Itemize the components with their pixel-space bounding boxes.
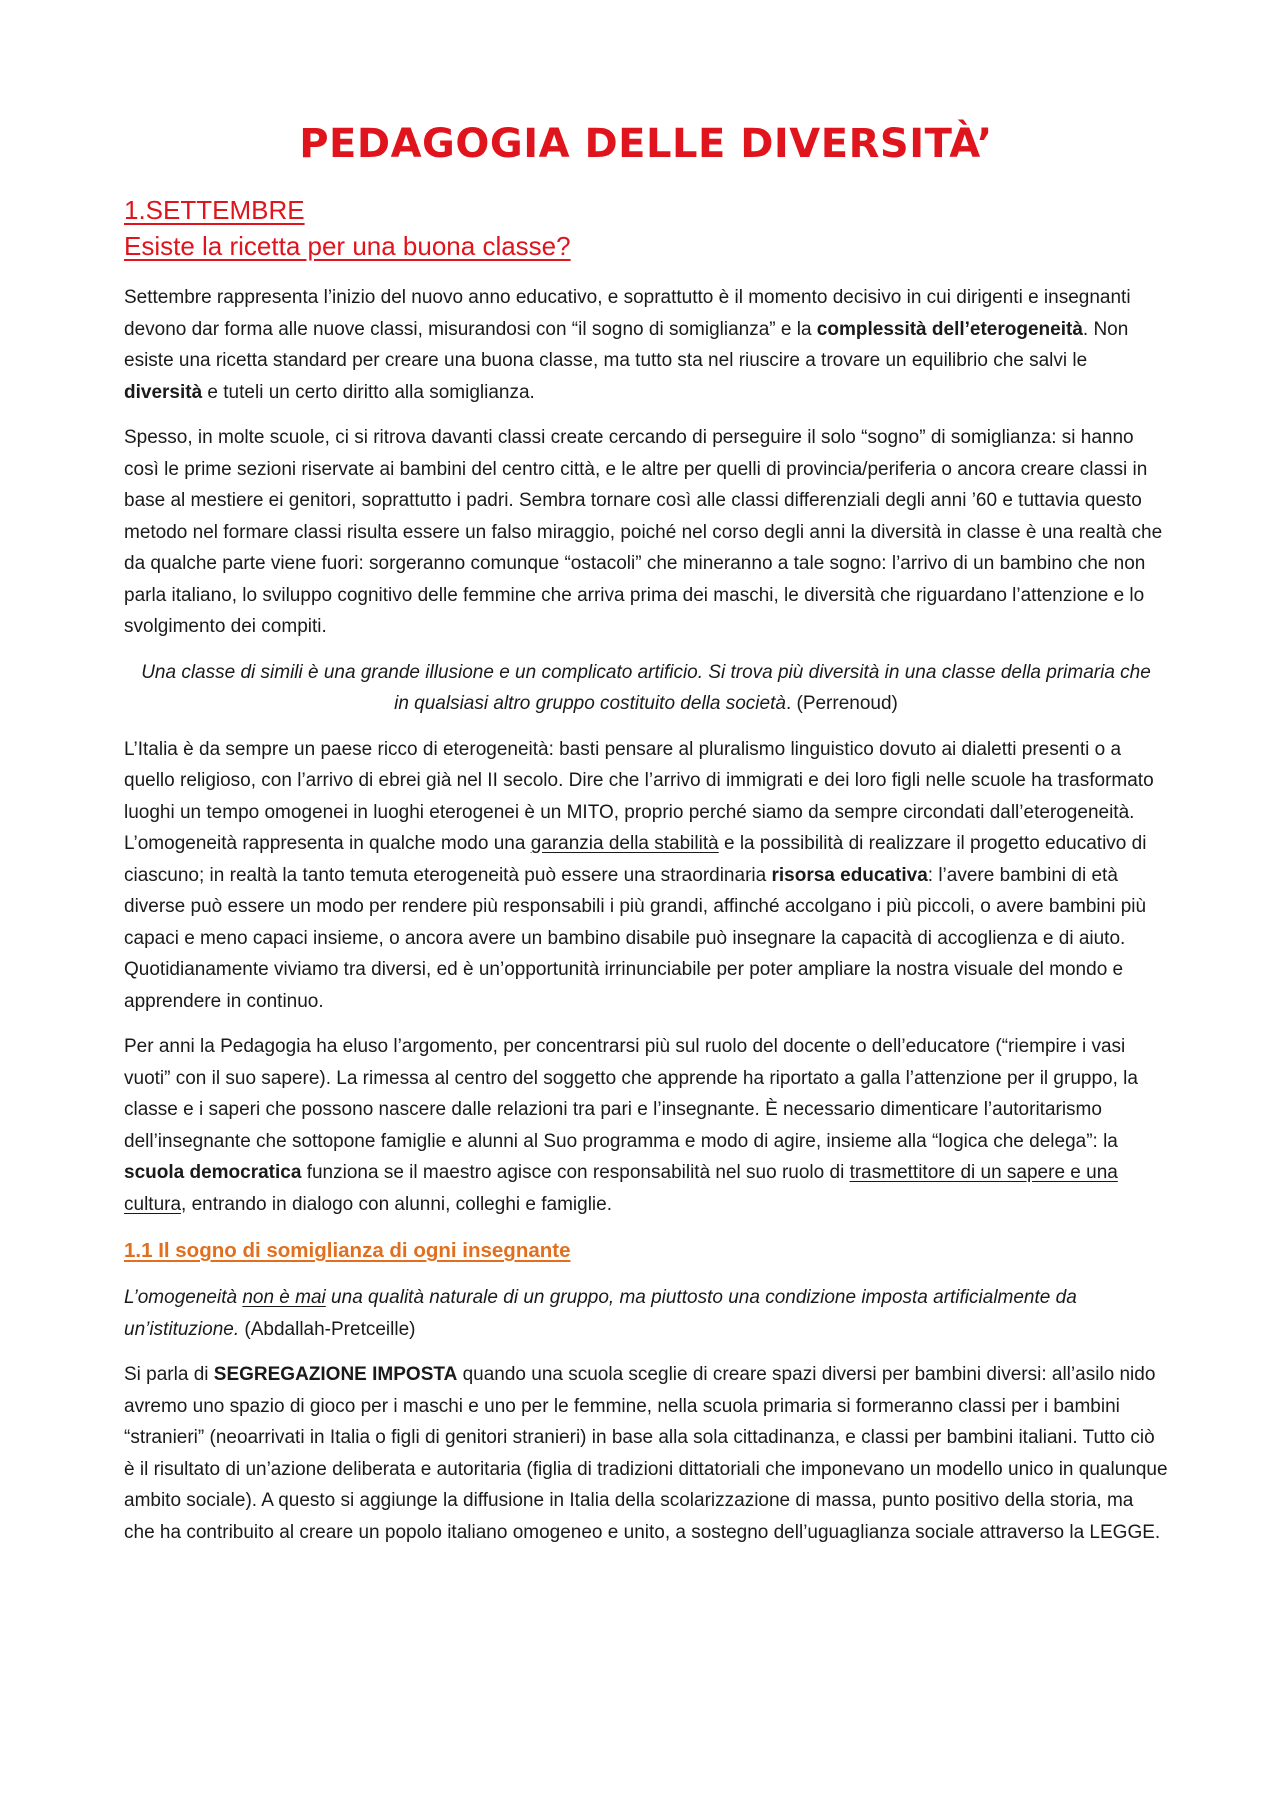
paragraph-5-text-c: , entrando in dialogo con alunni, colleghi e famiglie.: [181, 1193, 612, 1215]
paragraph-6-bold: SEGREGAZIONE IMPOSTA: [213, 1364, 458, 1385]
quote-2-source: (Abdallah-Pretceille): [239, 1318, 416, 1340]
chapter-heading: [124, 192, 1168, 264]
paragraph-2: Spesso, in molte scuole, ci si ritrova davanti classi create cercando di perseguire il solo “sogno” di somiglianza: si hanno così le prime sezioni riservate ai bambini del centro città, e le altre per quelli di provincia/periferia o ancora creare classi in base al mestiere ei genitori, soprattutto i padri. Sembra tornare così alle classi differenziali degli anni ’60 e tuttavia questo metodo nel formare classi risulta essere un falso miraggio, poiché nel corso degli anni la diversità in classe è una realtà che da qualche parte viene fuori: sorgeranno comunque “ostacoli” che mineranno a tale sogno: l’arrivo di un bambino che non parla italiano, lo sviluppo cognitivo delle femmine che arriva prima dei maschi, le diversità che riguardano l’attenzione e lo svolgimento dei compiti.: [124, 427, 1163, 637]
paragraph-5-bold: scuola democratica: [124, 1162, 302, 1183]
paragraph-5-text-a: Per anni la Pedagogia ha eluso l’argomento, per concentrarsi più sul ruolo del docente o dell’educatore (“riempire i vasi vuoti” con il suo sapere). La rimessa al centro del soggetto che apprende ha riportato a galla l’attenzione per il gruppo, la classe e i saperi che possono nascere dalle relazioni tra pari e l’insegnante. È necessario dimenticare l’autoritarismo dell’insegnante che sottopone famiglie e alunni al Suo programma e modo di agire, insieme alla “logica che delega”: la: [124, 1036, 1138, 1152]
paragraph-6: [124, 1359, 1168, 1548]
paragraph-4-text-c: : l’avere bambini di età diverse può essere un modo per rendere più responsabili i più grandi, affinché accolgano i più piccoli, o avere bambini più capaci e meno capaci insieme, o ancora avere un bambino disabile può insegnare la capacità di accoglienza e di aiuto. Quotidianamente viviamo tra diversi, ed è un’opportunità irrinunciabile per poter ampliare la nostra visuale del mondo e apprendere in continuo.: [124, 864, 1147, 1012]
section-heading-1-1: [124, 1234, 1168, 1268]
quote-2-underlined: non è mai: [242, 1287, 326, 1308]
paragraph-1: [124, 282, 1168, 408]
paragraph-4-bold: risorsa educativa: [771, 864, 928, 886]
document-content: [124, 118, 1168, 1548]
quote-perrenoud-text: Una classe di simili è una grande illusione e un complicato artificio. Si trova più diversità in una classe della primaria che in qualsiasi altro gruppo costituito della società: [141, 661, 1151, 714]
chapter-subtitle: Esiste la ricetta per una buona classe?: [124, 231, 571, 261]
paragraph-6-text-b: quando una scuola sceglie di creare spazi diversi per bambini diversi: all’asilo nido avremo uno spazio di gioco per i maschi e uno per le femmine, nella scuola primaria si formeranno classi per i bambini “stranieri” (neoarrivati in Italia o figli di genitori stranieri) in base alla sola cittadinanza, e classi per bambini italiani. Tutto ciò è il risultato di un’azione deliberata e autoritaria (figlia di tradizioni dittatoriali che imponevano un modello unico in qualunque ambito sociale). A questo si aggiunge la diffusione in Italia della scolarizzazione di massa, punto positivo della storia, ma che ha contribuito al creare un popolo italiano omogeneo e unito, a sostegno dell’uguaglianza sociale attraverso la LEGGE.: [124, 1364, 1168, 1543]
paragraph-3: L’Italia è da sempre un paese ricco di eterogeneità: basti pensare al pluralismo linguistico dovuto ai dialetti presenti o a quello religioso, con l’arrivo di ebrei già nel II secolo. Dire che l’arrivo di immigrati e dei loro figli nelle scuole ha trasformato luoghi un tempo omogenei in luoghi eterogenei è un MITO, proprio perché siamo da sempre circondati dall’eterogeneità.: [124, 738, 1154, 823]
paragraph-5: [124, 1031, 1168, 1220]
paragraph-4-text-b: e la possibilità di realizzare il progetto educativo di ciascuno; in realtà la tanto temuta eterogeneità può essere una straordinaria: [124, 833, 1147, 886]
paragraph-1-text-b: . Non esiste una ricetta standard per creare una buona classe, ma tutto sta nel riuscire a trovare un equilibrio che salvi le: [124, 318, 1129, 371]
quote-abdallah-pretceille: [124, 1282, 1168, 1345]
section-number: 1.1: [124, 1239, 153, 1262]
quote-2-text-a: L’omogeneità: [124, 1287, 243, 1308]
quote-perrenoud: [124, 657, 1168, 720]
chapter-number-title: 1.SETTEMBRE: [124, 195, 305, 225]
quote-2-text-b: una qualità naturale di un gruppo, ma piuttosto una condizione imposta artificialmente da un’istituzione.: [124, 1287, 1077, 1340]
paragraph-5-text-b: funziona se il maestro agisce con responsabilità nel suo ruolo di: [301, 1162, 850, 1183]
paragraph-1-text-a: Settembre rappresenta l’inizio del nuovo anno educativo, e soprattutto è il momento decisivo in cui dirigenti e insegnanti devono dar forma alle nuove classi, misurandosi con “il sogno di somiglianza” e la: [124, 287, 1131, 340]
paragraph-4: [124, 828, 1168, 1017]
quote-perrenoud-source: . (Perrenoud): [785, 693, 898, 714]
paragraph-5-underlined: trasmettitore di un sapere e una cultura: [124, 1162, 1118, 1215]
page-title: PEDAGOGIA DELLE DIVERSITÀ’: [299, 121, 993, 167]
paragraph-1-bold-b: diversità: [124, 381, 203, 403]
paragraph-4-text-a: L’omogeneità rappresenta in qualche modo una: [124, 833, 531, 854]
paragraph-4-underlined: garanzia della stabilità: [530, 833, 719, 854]
paragraph-1-bold-a: complessità dell’eterogeneità: [816, 318, 1083, 340]
paragraph-1-text-c: e tuteli un certo diritto alla somiglianza.: [202, 381, 535, 403]
section-title: Il sogno di somiglianza di ogni insegnante: [152, 1239, 571, 1262]
paragraph-6-text-a: Si parla di: [124, 1364, 214, 1385]
